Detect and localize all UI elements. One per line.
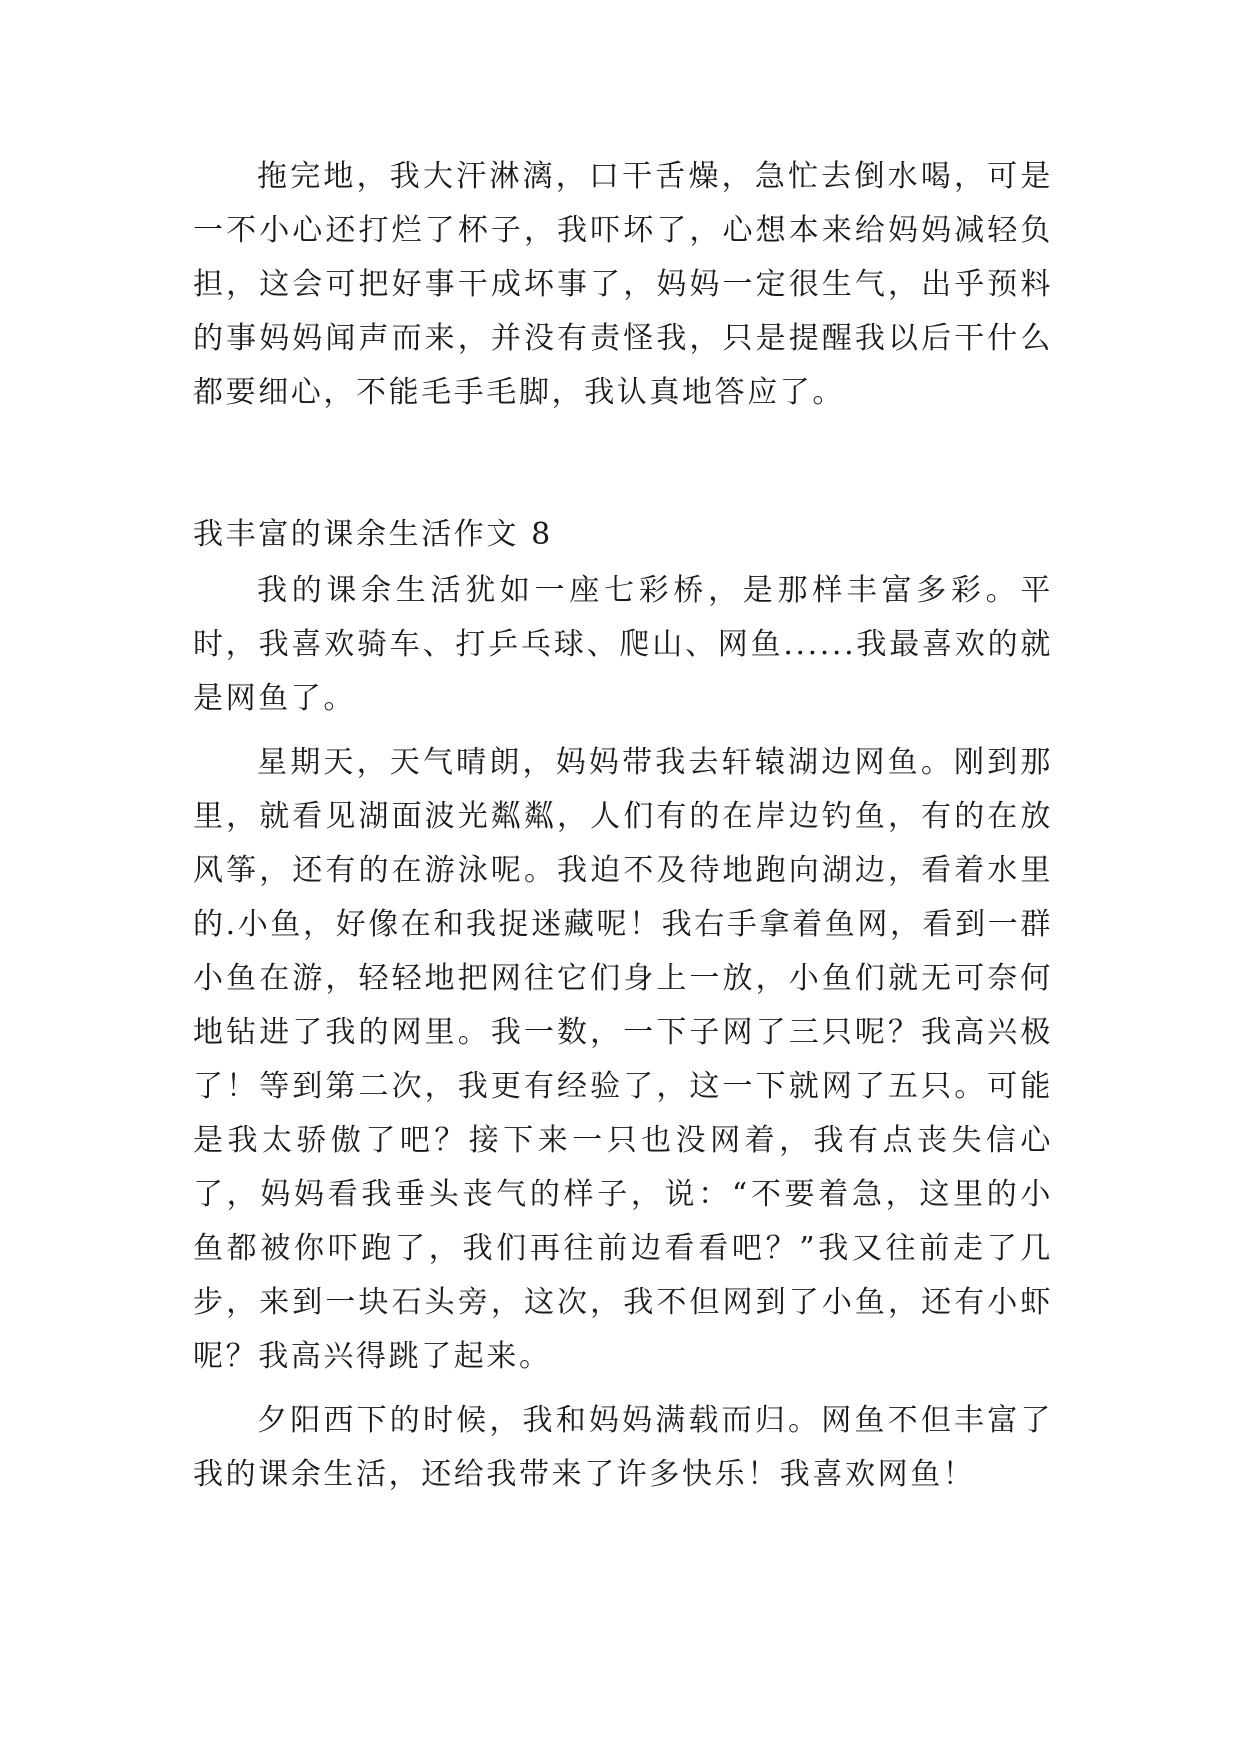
essay-paragraph-2: 星期天，天气晴朗，妈妈带我去轩辕湖边网鱼。刚到那里，就看见湖面波光粼粼，人们有的在岸边钓鱼，有的在放风筝，还有的在游泳呢。我迫不及待地跑向湖边，看着水里的.小鱼，好像在和我捉迷藏呢！我右手拿着鱼网，看到一群小鱼在游，轻轻地把网往它们身上一放，小鱼们就无可奈何地钻进了我的网里。我一数，一下子网了三只呢？我高兴极了！等到第二次，我更有经验了，这一下就网了五只。可能是我太骄傲了吧？接下来一只也没网着，我有点丧失信心了，妈妈看我垂头丧气的样子，说：“不要着急，这里的小鱼都被你吓跑了，我们再往前边看看吧？”我又往前走了几步，来到一块石头旁，这次，我不但网到了小鱼，还有小虾呢？我高兴得跳了起来。 (193, 745, 1053, 1374)
continued-paragraph: 拖完地，我大汗淋漓，口干舌燥，急忙去倒水喝，可是一不小心还打烂了杯子，我吓坏了，心想本来给妈妈减轻负担，这会可把好事干成坏事了，妈妈一定很生气，出乎预料的事妈妈闻声而来，并没有责怪我，只是提醒我以后干什么都要细心，不能毛手毛脚，我认真地答应了。 (193, 159, 1053, 410)
essay-paragraph-1: 我的课余生活犹如一座七彩桥，是那样丰富多彩。平时，我喜欢骑车、打乒乓球、爬山、网鱼......我最喜欢的就是网鱼了。 (193, 573, 1053, 716)
document-page (193, 150, 1053, 1502)
essay-paragraph-3: 夕阳西下的时候，我和妈妈满载而归。网鱼不但丰富了我的课余生活，还给我带来了许多快乐！我喜欢网鱼！ (193, 1403, 1053, 1492)
essay-title: 我丰富的课余生活作文 8 (193, 517, 553, 552)
